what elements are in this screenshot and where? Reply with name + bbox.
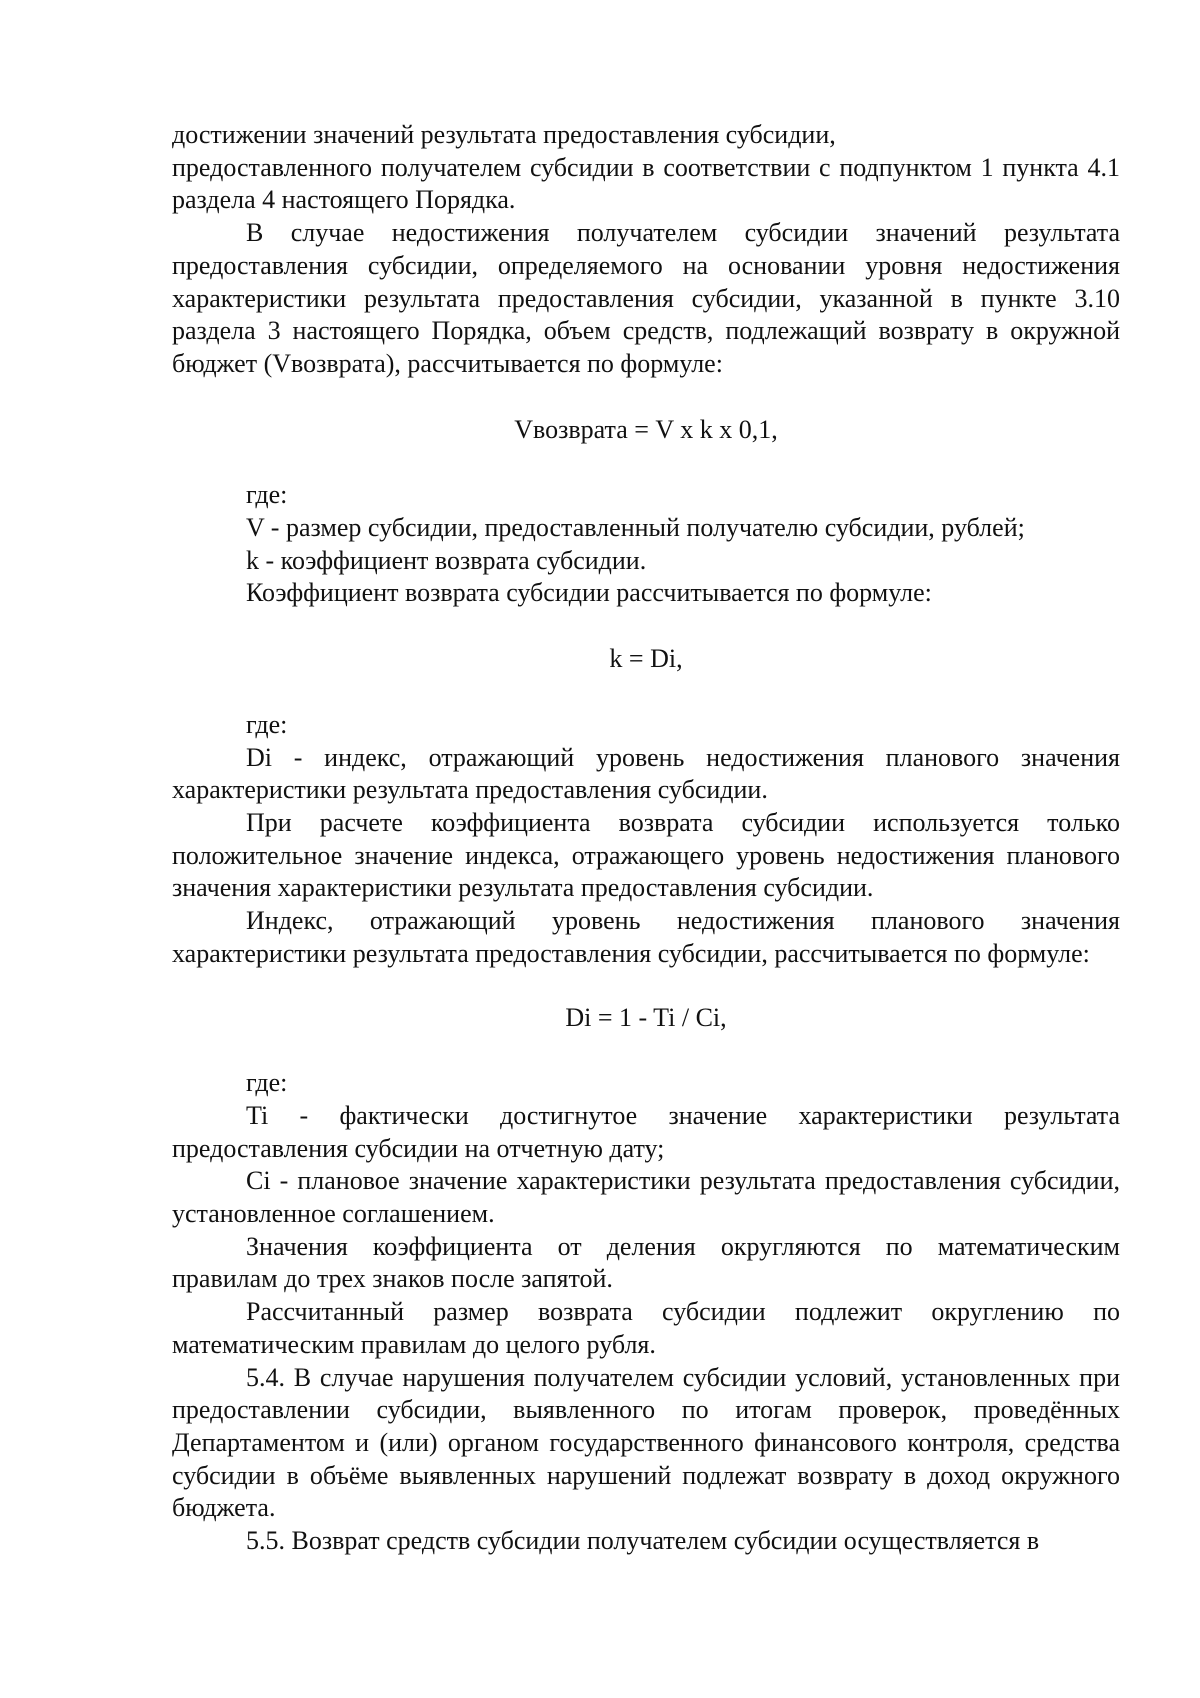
definition-ti: Ti - фактически достигнутое значение характеристики результата предоставления субсидии на отчетную дату; — [172, 1100, 1120, 1163]
paragraph-index: Индекс, отражающий уровень недостижения планового значения характеристики результата предоставления субсидии, рассчитывается по формуле: — [172, 906, 1120, 968]
paragraph-continuation-line1: достижении значений результата предоставления субсидии, — [172, 120, 836, 149]
paragraph-positive-value: При расчете коэффициента возврата субсидии используется только положительное значение индекса, отражающего уровень недостижения планового значения характеристики результата предоставления субсидии. — [172, 807, 1120, 903]
paragraph-5-4: 5.4. В случае нарушения получателем субсидии условий, установленных при предоставлении субсидии, выявленного по итогам проверок, проведённых Департаментом и (или) органом государственного финансового контроля, средства субсидии в объёме выявленных нарушений подлежат возврату в доход окружного бюджета. — [172, 1362, 1120, 1523]
paragraph-nondostizhenie: В случае недостижения получателем субсидии значений результата предоставления субсидии, определяемого на основании уровня недостижения характеристики результата предоставления субсидии, указанной в пункте 3.10 раздела 3 настоящего Порядка, объем средств, подлежащий возврату в окружной бюджет (Vвозврата), рассчитывается по формуле: — [172, 218, 1120, 378]
definition-di: Di - индекс, отражающий уровень недостижения планового значения характеристики результата предоставления субсидии. — [172, 742, 1120, 805]
where-label-1: где: — [246, 480, 288, 510]
definition-k: k - коэффициент возврата субсидии. — [246, 545, 647, 575]
definition-ci: Ci - плановое значение характеристики результата предоставления субсидии, установленное соглашением. — [172, 1166, 1120, 1228]
definition-v: V - размер субсидии, предоставленный получателю субсидии, рублей; — [246, 513, 1025, 543]
paragraph-rounding-amount: Рассчитанный размер возврата субсидии подлежит округлению по математическим правилам до целого рубля. — [172, 1297, 1120, 1359]
paragraph-rounding-coefficient: Значения коэффициента от деления округляются по математическим правилам до трех знаков после запятой. — [172, 1231, 1120, 1294]
paragraph-5-5: 5.5. Возврат средств субсидии получателем субсидии осуществляется в — [246, 1526, 1040, 1556]
formula-di: Di = 1 - Ti / Ci, — [565, 1003, 727, 1033]
paragraph-k-intro: Коэффициент возврата субсидии рассчитывается по формуле: — [246, 578, 932, 608]
formula-vozvrata: Vвозврата = V x k x 0,1, — [514, 414, 778, 444]
where-label-2: где: — [246, 709, 288, 739]
paragraph-continuation: предоставленного получателем субсидии в соответствии с подпунктом 1 пункта 4.1 раздела 4 настоящего Порядка. — [172, 152, 1120, 215]
formula-k: k = Di, — [609, 644, 683, 674]
where-label-3: где: — [246, 1068, 288, 1098]
document-page — [172, 119, 1120, 1558]
